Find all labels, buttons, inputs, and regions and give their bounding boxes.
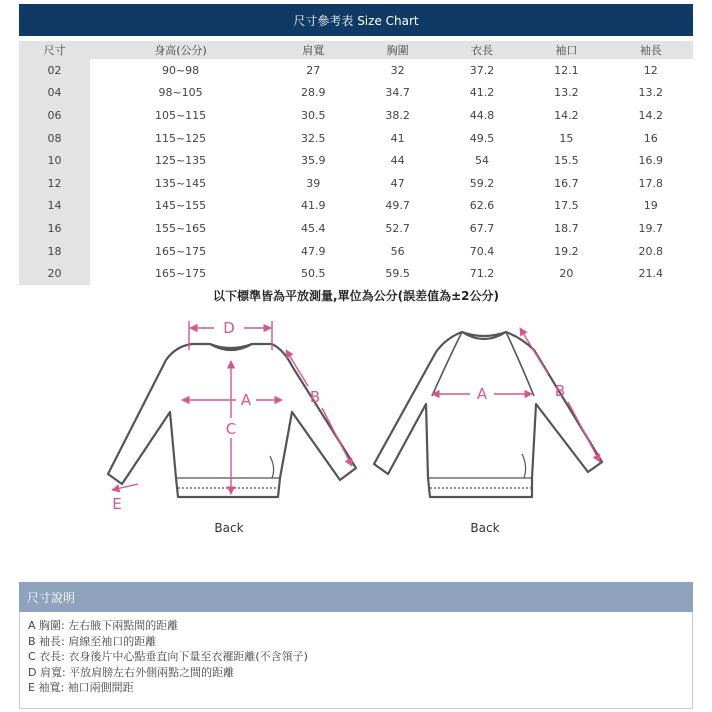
description-line-b: B 袖長: 肩線至袖口的距離 — [28, 634, 157, 648]
table-cell: 15.5 — [554, 154, 579, 168]
table-cell: 38.2 — [385, 108, 410, 122]
table-cell: 20 — [559, 267, 574, 281]
table-row — [19, 195, 693, 218]
table-cell: 41.2 — [469, 86, 495, 100]
label-a: A — [240, 391, 252, 409]
label-b: B — [309, 388, 321, 406]
size-cell: 08 — [19, 127, 90, 150]
table-cell: 35.9 — [301, 154, 326, 168]
table-body — [19, 59, 693, 285]
column-header: 胸圍 — [355, 41, 439, 59]
table-cell: 16.7 — [554, 176, 579, 190]
table-cell: 49.7 — [385, 199, 410, 213]
size-cell: 16 — [19, 217, 90, 240]
description-line-e: E 袖寬: 袖口兩側間距 — [28, 681, 134, 694]
size-cell: 20 — [19, 262, 90, 285]
size-cell: 06 — [19, 104, 90, 127]
size-cell: 18 — [19, 240, 90, 263]
table-header-row — [19, 41, 693, 59]
table-cell: 125~135 — [154, 154, 207, 168]
table-cell: 17.5 — [554, 199, 579, 213]
table-cell: 45.4 — [301, 221, 326, 235]
label-d: D — [223, 319, 235, 337]
size-cell: 04 — [19, 82, 90, 105]
table-cell: 17.8 — [638, 176, 664, 190]
table-cell: 14.2 — [638, 108, 664, 122]
table-cell: 145~155 — [154, 199, 207, 213]
table-cell: 59.5 — [385, 267, 410, 281]
table-row — [19, 217, 693, 240]
table-cell: 19.7 — [638, 221, 664, 235]
table-cell: 12.1 — [554, 63, 579, 77]
table-cell: 34.7 — [385, 86, 410, 100]
table-cell: 19 — [643, 199, 658, 213]
table-cell: 44.8 — [469, 108, 495, 122]
caption-right: Back — [470, 521, 500, 535]
column-header: 肩寬 — [271, 41, 355, 59]
table-cell: 37.2 — [469, 63, 495, 77]
label-e: E — [112, 495, 122, 513]
column-header: 袖口 — [524, 41, 608, 59]
table-cell: 16 — [643, 131, 658, 145]
table-cell: 47 — [390, 176, 405, 190]
table-cell: 30.5 — [301, 108, 326, 122]
description-line-d: D 肩寬: 平放肩膀左右外側兩點之間的距離 — [28, 665, 235, 679]
table-cell: 90~98 — [161, 63, 200, 77]
table-cell: 67.7 — [469, 221, 495, 235]
table-cell: 52.7 — [385, 221, 410, 235]
table-cell: 32.5 — [301, 131, 326, 145]
column-header: 身高(公分) — [90, 41, 271, 59]
table-cell: 115~125 — [154, 131, 207, 145]
size-cell: 02 — [19, 59, 90, 82]
table-cell: 105~115 — [154, 108, 207, 122]
label-b-right: B — [554, 382, 566, 400]
table-cell: 14.2 — [554, 108, 579, 122]
table-cell: 47.9 — [301, 244, 326, 258]
size-chart-title: 尺寸參考表 Size Chart — [19, 4, 693, 36]
column-header: 袖長 — [609, 41, 693, 59]
table-row — [19, 240, 693, 263]
table-cell: 15 — [559, 131, 574, 145]
table-row — [19, 172, 693, 195]
table-cell: 12 — [643, 63, 658, 77]
column-header: 衣長 — [440, 41, 524, 59]
table-cell: 59.2 — [469, 176, 495, 190]
table-cell: 13.2 — [638, 86, 664, 100]
table-cell: 20.8 — [638, 244, 664, 258]
table-cell: 165~175 — [154, 244, 207, 258]
table-cell: 44 — [390, 154, 405, 168]
table-cell: 19.2 — [554, 244, 579, 258]
label-c: C — [225, 420, 237, 438]
description-line-a: A 胸圍: 左右腋下兩點間的距離 — [28, 619, 179, 632]
table-cell: 98~105 — [158, 86, 203, 100]
size-cell: 14 — [19, 195, 90, 218]
table-cell: 13.2 — [554, 86, 579, 100]
table-cell: 32 — [390, 63, 405, 77]
table-cell: 62.6 — [469, 199, 495, 213]
table-cell: 71.2 — [469, 267, 495, 281]
table-cell: 54 — [475, 154, 490, 168]
table-cell: 21.4 — [638, 267, 664, 281]
shirt-back-raglan-right — [374, 332, 602, 497]
table-cell: 165~175 — [154, 267, 207, 281]
measurement-diagram — [0, 306, 712, 546]
table-cell: 16.9 — [638, 154, 664, 168]
table-cell: 39 — [306, 176, 321, 190]
table-row — [19, 262, 693, 285]
table-cell: 50.5 — [301, 267, 326, 281]
column-header: 尺寸 — [19, 41, 90, 59]
size-table — [19, 41, 693, 285]
description-title: 尺寸說明 — [19, 582, 693, 612]
table-cell: 135~145 — [154, 176, 207, 190]
measurement-note: 以下標準皆為平放測量,單位為公分(誤差值為±2公分) — [213, 289, 499, 303]
label-a-right: A — [476, 385, 488, 403]
caption-left: Back — [214, 521, 244, 535]
table-row — [19, 82, 693, 105]
size-cell: 10 — [19, 149, 90, 172]
table-cell: 155~165 — [154, 221, 207, 235]
size-cell: 12 — [19, 172, 90, 195]
table-cell: 18.7 — [554, 221, 579, 235]
description-box — [19, 612, 693, 709]
table-cell: 41 — [390, 131, 405, 145]
table-row — [19, 104, 693, 127]
table-cell: 56 — [390, 244, 405, 258]
table-row — [19, 149, 693, 172]
table-cell: 49.5 — [469, 131, 495, 145]
table-row — [19, 127, 693, 150]
table-row — [19, 59, 693, 82]
table-cell: 41.9 — [301, 199, 326, 213]
table-cell: 28.9 — [301, 86, 326, 100]
description-line-c: C 衣長: 衣身後片中心點垂直向下量至衣襬距離(不含領子) — [28, 650, 308, 663]
table-cell: 70.4 — [469, 244, 495, 258]
table-cell: 27 — [306, 63, 321, 77]
